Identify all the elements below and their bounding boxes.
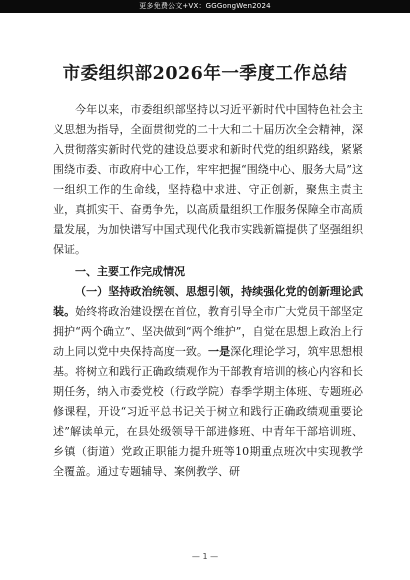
intro-paragraph: 今年以来，市委组织部坚持以习近平新时代中国特色社会主义思想为指导，全面贯彻党的二十大和二十届历次全会精神，深入贯彻落实新时代党的建设总要求和新时代党的组织路线，紧紧围绕市委、市政府中心工作，牢牢把握“围绕中心、服务大局”这一组织工作的生命线，坚持稳中求进、守正创新，聚焦主责主业，真抓实干、奋勇争先，以高质量组织工作服务保障全市高质量发展，为加快谱写中国式现代化我市实践新篇提供了坚强组织保证。: [53, 103, 363, 256]
document-title: 市委组织部2026年一季度工作总结: [62, 64, 348, 84]
subsection-heading: （一）坚持政治统领、思想引领，持续强化党的创新理论武装。: [53, 285, 363, 318]
point-marker: 一是: [208, 345, 231, 358]
point-text: 深化理论学习，筑牢思想根基。将树立和践行正确政绩观作为干部教育培训的核心内容和长期任务，纳入市委党校（行政学院）春季学期主体班、专题班必修课程，开设“习近平总书记关于树立和践行正确政绩观重要论述”解读单元，在县处级领导干部进修班、中青年干部培训班、乡镇（街道）党政正职能力提升班等10期重点班次中实现教学全覆盖。通过专题辅导、案例教学、研: [53, 345, 364, 478]
top-banner: 更多免费公文+VX：GGGongWen2024: [0, 0, 410, 13]
subsection-text: 始终将政治建设摆在首位，教育引导全市广大党员干部坚定拥护“两个确立”、坚决做到“两个维护”，自觉在思想上政治上行动上同以党中央保持高度一致。: [53, 305, 364, 358]
subsection-paragraph: [53, 282, 363, 482]
document-body: [53, 100, 363, 482]
page-number: — 1 —: [191, 552, 219, 561]
section-heading: 一、主要工作完成情况: [75, 265, 185, 278]
